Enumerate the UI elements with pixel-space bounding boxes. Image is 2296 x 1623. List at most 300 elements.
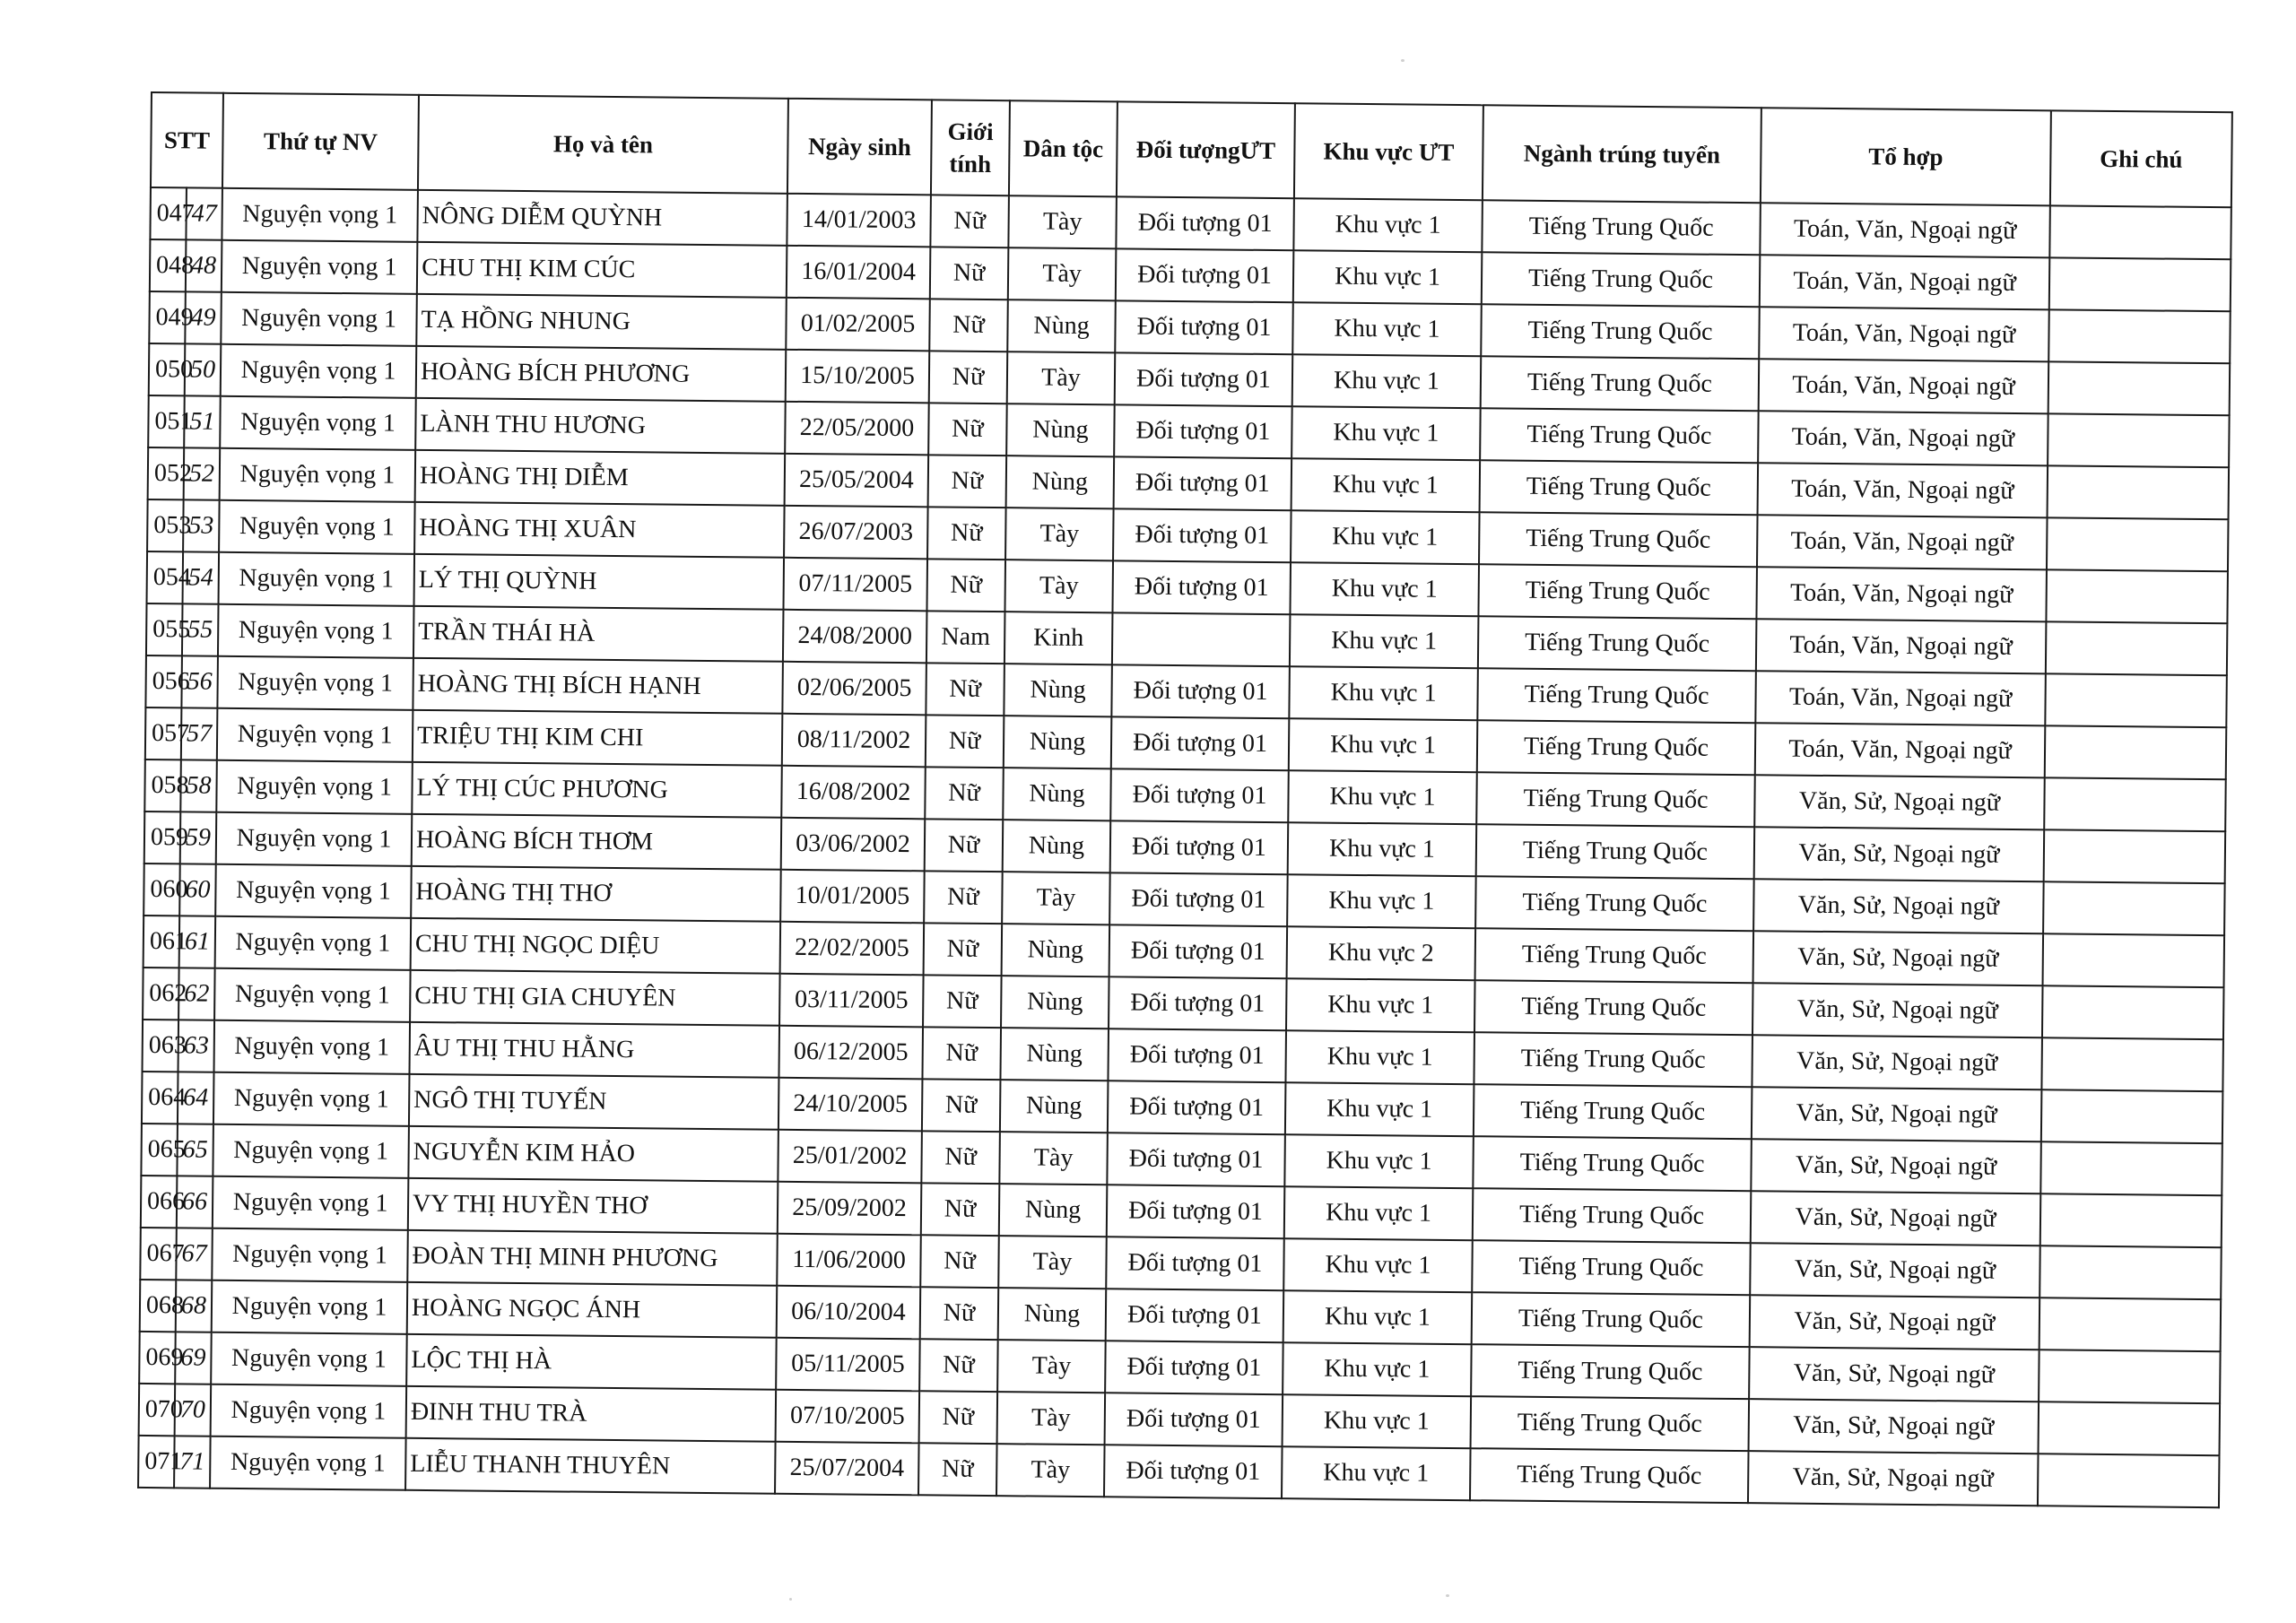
cell-gender: Nữ — [919, 1339, 998, 1392]
cell-nv: Nguyện vọng 1 — [217, 656, 413, 710]
cell-dob: 02/06/2005 — [782, 662, 926, 716]
cell-area: Khu vực 1 — [1292, 354, 1482, 408]
cell-index: 70 — [175, 1384, 212, 1436]
cell-gender: Nữ — [923, 975, 1002, 1028]
cell-name: HOÀNG BÍCH THƠM — [412, 814, 782, 870]
cell-nv: Nguyện vọng 1 — [216, 760, 413, 814]
cell-area: Khu vực 1 — [1283, 1394, 1472, 1448]
cell-index: 60 — [179, 864, 216, 916]
cell-major: Tiếng Trung Quốc — [1479, 512, 1758, 567]
cell-nv: Nguyện vọng 1 — [217, 708, 413, 762]
cell-name: LÝ THỊ QUỲNH — [414, 554, 785, 610]
cell-dob: 16/08/2002 — [781, 766, 926, 820]
cell-index: 57 — [181, 707, 218, 759]
cell-major: Tiếng Trung Quốc — [1482, 200, 1761, 255]
cell-note — [2043, 933, 2225, 987]
cell-area: Khu vực 1 — [1288, 770, 1477, 824]
cell-combo: Văn, Sử, Ngoại ngữ — [1752, 1035, 2042, 1089]
cell-nv: Nguyện vọng 1 — [221, 292, 417, 346]
cell-nv: Nguyện vọng 1 — [220, 396, 416, 450]
cell-gender: Nữ — [921, 1183, 1000, 1236]
cell-gender: Nữ — [925, 819, 1004, 872]
cell-gender: Nữ — [918, 1443, 997, 1496]
cell-note — [2045, 673, 2227, 727]
cell-gender: Nam — [926, 611, 1005, 664]
cell-index: 62 — [178, 968, 215, 1020]
cell-gender: Nữ — [924, 923, 1003, 976]
cell-area: Khu vực 1 — [1293, 250, 1483, 304]
cell-index: 55 — [182, 603, 219, 655]
cell-area: Khu vực 1 — [1283, 1238, 1473, 1292]
cell-ethnic: Tày — [1008, 195, 1117, 248]
cell-nv: Nguyện vọng 1 — [214, 1020, 411, 1074]
cell-combo: Văn, Sử, Ngoại ngữ — [1750, 1295, 2040, 1350]
cell-combo: Văn, Sử, Ngoại ngữ — [1754, 775, 2045, 829]
cell-dob: 01/02/2005 — [786, 298, 930, 352]
cell-priority: Đối tượng 01 — [1116, 248, 1294, 302]
cell-name: TẠ HỒNG NHUNG — [416, 294, 787, 350]
cell-note — [2048, 413, 2230, 467]
cell-priority: Đối tượng 01 — [1115, 300, 1293, 354]
cell-dob: 24/08/2000 — [783, 610, 927, 664]
cell-area: Khu vực 1 — [1284, 1134, 1474, 1188]
cell-stt: 069 — [139, 1332, 176, 1384]
cell-area: Khu vực 1 — [1286, 978, 1475, 1032]
cell-major: Tiếng Trung Quốc — [1473, 1136, 1752, 1191]
cell-dob: 10/01/2005 — [780, 870, 925, 924]
cell-stt: 070 — [139, 1384, 176, 1436]
cell-name: LIỄU THANH THUYÊN — [405, 1438, 776, 1494]
cell-combo: Toán, Văn, Ngoại ngữ — [1758, 411, 2048, 465]
cell-nv: Nguyện vọng 1 — [213, 1176, 409, 1230]
cell-stt: 048 — [150, 239, 187, 291]
cell-note — [2049, 205, 2231, 259]
cell-area: Khu vực 1 — [1292, 458, 1481, 512]
cell-ethnic: Nùng — [998, 1288, 1107, 1341]
cell-combo: Văn, Sử, Ngoại ngữ — [1751, 1139, 2041, 1193]
cell-priority: Đối tượng 01 — [1116, 196, 1294, 250]
cell-major: Tiếng Trung Quốc — [1471, 1396, 1750, 1451]
cell-gender: Nữ — [926, 715, 1004, 768]
cell-name: HOÀNG THỊ DIỄM — [415, 450, 786, 506]
cell-index: 51 — [184, 395, 221, 447]
cell-ethnic: Nùng — [1007, 299, 1116, 352]
cell-note — [2039, 1245, 2222, 1299]
col-header-combo: Tổ hợp — [1761, 108, 2051, 205]
cell-dob: 06/10/2004 — [777, 1286, 921, 1340]
cell-name: NÔNG DIỄM QUỲNH — [417, 190, 787, 246]
cell-nv: Nguyện vọng 1 — [212, 1228, 408, 1282]
cell-priority — [1112, 612, 1291, 666]
cell-ethnic: Nùng — [1003, 820, 1111, 872]
cell-area: Khu vực 2 — [1287, 926, 1476, 980]
cell-priority: Đối tượng 01 — [1109, 872, 1288, 926]
cell-priority: Đối tượng 01 — [1107, 1133, 1285, 1186]
cell-note — [2040, 1141, 2222, 1195]
cell-major: Tiếng Trung Quốc — [1481, 356, 1760, 411]
cell-name: TRẦN THÁI HÀ — [413, 606, 784, 662]
cell-ethnic: Nùng — [1004, 716, 1112, 768]
cell-dob: 07/11/2005 — [784, 558, 928, 612]
cell-ethnic: Tày — [1008, 247, 1117, 300]
cell-nv: Nguyện vọng 1 — [213, 1124, 409, 1178]
cell-index: 69 — [175, 1332, 212, 1384]
cell-gender: Nữ — [929, 351, 1008, 404]
cell-stt: 061 — [144, 916, 180, 968]
scanned-page — [137, 91, 2231, 1508]
cell-major: Tiếng Trung Quốc — [1474, 1084, 1752, 1139]
cell-note — [2043, 881, 2225, 935]
cell-major: Tiếng Trung Quốc — [1470, 1448, 1749, 1503]
cell-priority: Đối tượng 01 — [1109, 976, 1287, 1030]
cell-major: Tiếng Trung Quốc — [1472, 1240, 1751, 1295]
cell-note — [2049, 257, 2231, 311]
cell-index: 71 — [174, 1436, 211, 1488]
cell-dob: 25/09/2002 — [778, 1182, 922, 1236]
cell-major: Tiếng Trung Quốc — [1476, 772, 1755, 827]
cell-combo: Văn, Sử, Ngoại ngữ — [1752, 1087, 2042, 1141]
cell-nv: Nguyện vọng 1 — [221, 344, 417, 398]
cell-nv: Nguyện vọng 1 — [214, 968, 411, 1022]
col-header-stt: STT — [151, 92, 223, 188]
cell-nv: Nguyện vọng 1 — [216, 812, 413, 866]
scan-speck — [1401, 59, 1405, 62]
cell-area: Khu vực 1 — [1284, 1186, 1474, 1240]
cell-priority: Đối tượng 01 — [1114, 404, 1292, 458]
cell-combo: Toán, Văn, Ngoại ngữ — [1755, 671, 2046, 725]
cell-index: 66 — [177, 1176, 213, 1228]
cell-combo: Văn, Sử, Ngoại ngữ — [1753, 931, 2044, 985]
cell-dob: 25/01/2002 — [778, 1130, 922, 1184]
cell-index: 48 — [186, 239, 222, 291]
cell-major: Tiếng Trung Quốc — [1474, 1032, 1752, 1087]
cell-ethnic: Tày — [997, 1392, 1106, 1445]
cell-area: Khu vực 1 — [1288, 822, 1477, 876]
cell-stt: 068 — [140, 1280, 177, 1332]
cell-priority: Đối tượng 01 — [1113, 508, 1292, 562]
cell-note — [2041, 1089, 2223, 1143]
cell-ethnic: Nùng — [1000, 1028, 1109, 1081]
cell-gender: Nữ — [926, 663, 1004, 716]
cell-ethnic: Tày — [1004, 560, 1113, 612]
cell-combo: Toán, Văn, Ngoại ngữ — [1760, 255, 2050, 309]
cell-ethnic: Tày — [1007, 352, 1116, 404]
cell-stt: 065 — [141, 1124, 178, 1176]
cell-note — [2039, 1350, 2221, 1403]
cell-priority: Đối tượng 01 — [1110, 768, 1289, 822]
cell-stt: 064 — [142, 1072, 178, 1124]
cell-dob: 11/06/2000 — [777, 1234, 921, 1288]
cell-gender: Nữ — [920, 1235, 999, 1288]
cell-nv: Nguyện vọng 1 — [211, 1384, 407, 1438]
cell-name: ĐOÀN THỊ MINH PHƯƠNG — [407, 1230, 778, 1286]
col-header-gender: Giới tính — [931, 100, 1010, 195]
cell-gender: Nữ — [929, 299, 1008, 352]
cell-priority: Đối tượng 01 — [1110, 820, 1289, 874]
cell-name: CHU THỊ GIA CHUYÊN — [410, 970, 780, 1026]
cell-combo: Văn, Sử, Ngoại ngữ — [1751, 1191, 2041, 1245]
cell-priority: Đối tượng 01 — [1115, 352, 1293, 406]
cell-note — [2048, 465, 2230, 519]
cell-area: Khu vực 1 — [1283, 1342, 1472, 1396]
cell-priority: Đối tượng 01 — [1111, 716, 1290, 770]
cell-area: Khu vực 1 — [1292, 302, 1482, 356]
cell-name: LỘC THỊ HÀ — [406, 1334, 777, 1390]
cell-index: 52 — [184, 447, 221, 499]
cell-stt: 053 — [147, 499, 184, 551]
cell-index: 61 — [179, 916, 216, 968]
cell-ethnic: Tày — [999, 1132, 1108, 1185]
cell-major: Tiếng Trung Quốc — [1473, 1188, 1752, 1243]
cell-combo: Văn, Sử, Ngoại ngữ — [1753, 879, 2044, 933]
cell-combo: Toán, Văn, Ngoại ngữ — [1756, 619, 2047, 673]
cell-stt: 063 — [143, 1020, 179, 1072]
cell-nv: Nguyện vọng 1 — [218, 604, 414, 658]
cell-major: Tiếng Trung Quốc — [1481, 304, 1760, 359]
cell-priority: Đối tượng 01 — [1114, 456, 1292, 510]
cell-major: Tiếng Trung Quốc — [1477, 668, 1756, 723]
cell-gender: Nữ — [930, 247, 1009, 299]
cell-index: 63 — [178, 1020, 215, 1072]
cell-major: Tiếng Trung Quốc — [1480, 460, 1759, 515]
cell-major: Tiếng Trung Quốc — [1476, 824, 1755, 879]
cell-major: Tiếng Trung Quốc — [1475, 876, 1754, 931]
cell-dob: 24/10/2005 — [778, 1078, 923, 1132]
cell-stt: 052 — [148, 447, 185, 499]
cell-note — [2041, 1037, 2223, 1091]
cell-nv: Nguyện vọng 1 — [220, 448, 416, 502]
cell-area: Khu vực 1 — [1290, 562, 1479, 616]
cell-priority: Đối tượng 01 — [1111, 664, 1290, 718]
cell-combo: Toán, Văn, Ngoại ngữ — [1758, 463, 2048, 517]
cell-note — [2044, 777, 2226, 831]
cell-nv: Nguyện vọng 1 — [219, 500, 415, 554]
cell-name: HOÀNG THỊ BÍCH HẠNH — [413, 658, 783, 714]
cell-note — [2039, 1402, 2221, 1455]
cell-note — [2048, 309, 2231, 363]
cell-dob: 03/06/2002 — [781, 818, 926, 872]
cell-index: 68 — [176, 1280, 213, 1332]
cell-name: NGUYỄN KIM HẢO — [408, 1126, 778, 1182]
cell-index: 54 — [183, 551, 220, 603]
cell-name: LÝ THỊ CÚC PHƯƠNG — [412, 762, 782, 818]
cell-index: 50 — [185, 343, 222, 395]
cell-index: 64 — [178, 1072, 214, 1124]
cell-gender: Nữ — [924, 871, 1003, 924]
cell-area: Khu vực 1 — [1292, 406, 1481, 460]
cell-note — [2042, 985, 2224, 1039]
cell-priority: Đối tượng 01 — [1109, 924, 1288, 978]
cell-index: 47 — [186, 187, 222, 239]
cell-dob: 22/05/2000 — [785, 402, 929, 456]
cell-combo: Toán, Văn, Ngoại ngữ — [1757, 515, 2048, 569]
cell-ethnic: Tày — [996, 1444, 1105, 1497]
cell-priority: Đối tượng 01 — [1112, 560, 1291, 614]
cell-ethnic: Nùng — [999, 1184, 1108, 1237]
cell-stt: 051 — [148, 395, 185, 447]
cell-priority: Đối tượng 01 — [1107, 1185, 1285, 1238]
cell-nv: Nguyện vọng 1 — [215, 916, 412, 970]
cell-ethnic: Nùng — [1004, 664, 1112, 716]
cell-major: Tiếng Trung Quốc — [1478, 564, 1757, 619]
cell-nv: Nguyện vọng 1 — [213, 1072, 410, 1126]
col-header-name: Họ và tên — [418, 95, 788, 194]
cell-nv: Nguyện vọng 1 — [219, 552, 415, 606]
scan-speck — [789, 1598, 792, 1601]
cell-stt: 062 — [143, 968, 179, 1020]
cell-stt: 056 — [145, 655, 182, 707]
cell-area: Khu vực 1 — [1282, 1446, 1471, 1500]
cell-name: ĐINH THU TRÀ — [406, 1386, 777, 1442]
cell-gender: Nữ — [928, 455, 1007, 508]
cell-gender: Nữ — [921, 1131, 1000, 1184]
cell-note — [2039, 1298, 2222, 1351]
cell-dob: 14/01/2003 — [787, 194, 931, 247]
cell-combo: Toán, Văn, Ngoại ngữ — [1755, 723, 2046, 777]
cell-gender: Nữ — [928, 403, 1007, 456]
cell-major: Tiếng Trung Quốc — [1478, 616, 1757, 671]
cell-stt: 050 — [149, 343, 186, 395]
col-header-area: Khu vực ƯT — [1294, 103, 1483, 200]
cell-name: CHU THỊ NGỌC DIỆU — [411, 918, 781, 974]
cell-index: 58 — [180, 759, 217, 812]
cell-stt: 066 — [141, 1176, 178, 1228]
cell-name: CHU THỊ KIM CÚC — [417, 242, 787, 298]
cell-note — [2046, 621, 2228, 675]
cell-name: NGÔ THỊ TUYẾN — [409, 1074, 779, 1130]
cell-area: Khu vực 1 — [1293, 198, 1483, 252]
cell-combo: Văn, Sử, Ngoại ngữ — [1748, 1451, 2039, 1506]
cell-ethnic: Tày — [997, 1340, 1106, 1393]
cell-ethnic: Tày — [1002, 872, 1110, 924]
cell-area: Khu vực 1 — [1289, 666, 1478, 720]
cell-gender: Nữ — [930, 195, 1009, 247]
cell-combo: Văn, Sử, Ngoại ngữ — [1749, 1399, 2039, 1454]
cell-nv: Nguyện vọng 1 — [222, 240, 418, 294]
cell-nv: Nguyện vọng 1 — [210, 1436, 406, 1490]
cell-dob: 25/07/2004 — [775, 1442, 919, 1496]
cell-combo: Toán, Văn, Ngoại ngữ — [1756, 567, 2047, 621]
cell-gender: Nữ — [922, 1027, 1001, 1080]
cell-ethnic: Nùng — [1001, 976, 1109, 1028]
col-header-dob: Ngày sinh — [787, 99, 932, 195]
cell-name: ÂU THỊ THU HẰNG — [410, 1022, 780, 1078]
cell-stt: 047 — [150, 187, 187, 239]
cell-note — [2038, 1454, 2220, 1507]
cell-area: Khu vực 1 — [1285, 1030, 1474, 1084]
cell-dob: 05/11/2005 — [776, 1338, 920, 1392]
cell-priority: Đối tượng 01 — [1105, 1341, 1283, 1394]
cell-combo: Toán, Văn, Ngoại ngữ — [1759, 359, 2049, 413]
cell-nv: Nguyện vọng 1 — [212, 1280, 408, 1334]
cell-stt: 059 — [144, 812, 181, 864]
cell-index: 67 — [176, 1228, 213, 1280]
cell-name: HOÀNG BÍCH PHƯƠNG — [416, 346, 787, 402]
cell-dob: 03/11/2005 — [779, 974, 924, 1028]
cell-index: 49 — [185, 291, 222, 343]
cell-combo: Toán, Văn, Ngoại ngữ — [1759, 307, 2049, 361]
cell-note — [2048, 361, 2231, 415]
cell-index: 65 — [177, 1124, 213, 1176]
cell-ethnic: Nùng — [1006, 456, 1115, 508]
cell-dob: 06/12/2005 — [778, 1026, 923, 1080]
cell-area: Khu vực 1 — [1285, 1082, 1474, 1136]
cell-name: LÀNH THU HƯƠNG — [415, 398, 786, 454]
cell-area: Khu vực 1 — [1291, 510, 1480, 564]
cell-dob: 16/01/2004 — [787, 246, 931, 299]
cell-index: 59 — [180, 812, 217, 864]
cell-dob: 15/10/2005 — [786, 350, 930, 404]
cell-gender: Nữ — [919, 1391, 998, 1444]
cell-priority: Đối tượng 01 — [1104, 1445, 1283, 1498]
cell-dob: 22/02/2005 — [780, 922, 925, 976]
col-header-major: Ngành trúng tuyển — [1483, 105, 1761, 203]
cell-major: Tiếng Trung Quốc — [1474, 980, 1753, 1035]
cell-stt: 057 — [145, 707, 182, 759]
cell-ethnic: Tày — [1005, 508, 1114, 560]
cell-ethnic: Nùng — [1002, 924, 1110, 976]
cell-combo: Văn, Sử, Ngoại ngữ — [1749, 1347, 2039, 1402]
cell-gender: Nữ — [925, 767, 1004, 820]
admission-table — [137, 91, 2233, 1508]
cell-major: Tiếng Trung Quốc — [1471, 1344, 1750, 1399]
cell-major: Tiếng Trung Quốc — [1482, 252, 1761, 307]
cell-priority: Đối tượng 01 — [1108, 1081, 1286, 1134]
cell-major: Tiếng Trung Quốc — [1475, 928, 1754, 983]
cell-gender: Nữ — [922, 1079, 1001, 1132]
cell-dob: 26/07/2003 — [784, 506, 928, 560]
cell-index: 53 — [183, 499, 220, 551]
cell-ethnic: Nùng — [1003, 768, 1111, 820]
cell-note — [2045, 725, 2227, 779]
cell-name: HOÀNG THỊ THƠ — [411, 866, 781, 922]
col-header-ethnic: Dân tộc — [1009, 100, 1118, 196]
cell-name: TRIỆU THỊ KIM CHI — [413, 710, 783, 766]
cell-area: Khu vực 1 — [1290, 614, 1479, 668]
cell-stt: 054 — [147, 551, 184, 603]
cell-area: Khu vực 1 — [1283, 1290, 1473, 1344]
cell-index: 56 — [181, 655, 218, 707]
cell-stt: 067 — [140, 1228, 177, 1280]
cell-ethnic: Nùng — [1006, 404, 1115, 456]
cell-ethnic: Nùng — [1000, 1080, 1109, 1133]
cell-name: VY THỊ HUYỀN THƠ — [408, 1178, 778, 1234]
cell-note — [2047, 517, 2229, 571]
cell-stt: 049 — [149, 291, 186, 343]
cell-priority: Đối tượng 01 — [1108, 1028, 1286, 1082]
cell-nv: Nguyện vọng 1 — [222, 188, 418, 242]
scan-speck — [1446, 1594, 1449, 1597]
cell-area: Khu vực 1 — [1287, 874, 1476, 928]
cell-name: HOÀNG NGỌC ÁNH — [407, 1282, 778, 1338]
cell-combo: Văn, Sử, Ngoại ngữ — [1752, 983, 2043, 1037]
cell-major: Tiếng Trung Quốc — [1480, 408, 1759, 463]
col-header-priority: Đối tượngƯT — [1117, 101, 1295, 198]
cell-note — [2046, 569, 2228, 623]
cell-combo: Văn, Sử, Ngoại ngữ — [1754, 827, 2045, 881]
cell-ethnic: Tày — [998, 1236, 1107, 1289]
cell-note — [2044, 829, 2226, 883]
cell-note — [2040, 1193, 2222, 1247]
cell-combo: Toán, Văn, Ngoại ngữ — [1760, 203, 2050, 257]
cell-stt: 058 — [144, 759, 181, 812]
cell-priority: Đối tượng 01 — [1105, 1393, 1283, 1446]
cell-gender: Nữ — [927, 507, 1006, 560]
cell-gender: Nữ — [926, 559, 1005, 612]
cell-ethnic: Kinh — [1004, 612, 1113, 664]
cell-gender: Nữ — [920, 1287, 999, 1340]
col-header-note: Ghi chú — [2050, 110, 2232, 207]
